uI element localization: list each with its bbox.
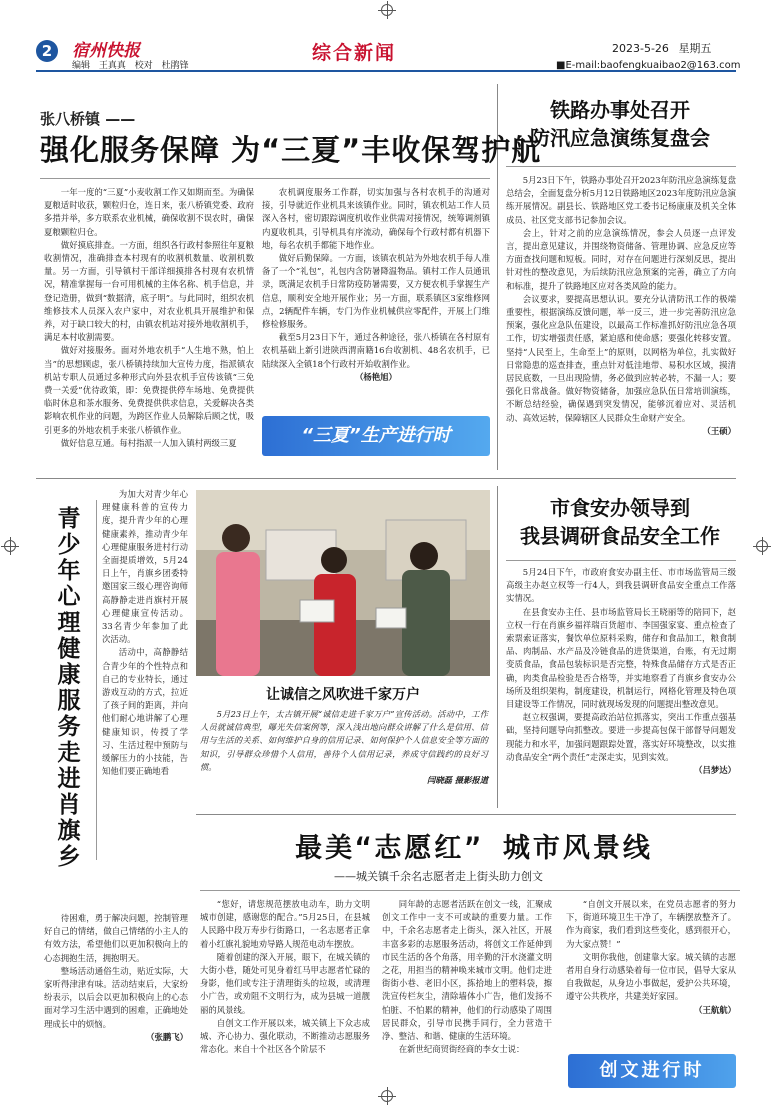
masthead-logo: 宿州快报 <box>72 41 140 61</box>
registration-mark-right <box>756 540 768 552</box>
article-d-body <box>506 566 736 810</box>
article-e-paragraph: 随着创建的深入开展，眼下，在城关镇的大街小巷，随处可见身着红马甲志愿者忙碌的身影，他们或专注于清理街头的垃圾，或清理小广告，或劝阻不文明行为，成为县城一道靓丽的风景线。 <box>200 951 370 1015</box>
title-char: 进 <box>57 765 81 792</box>
title-char: 心 <box>57 583 81 610</box>
registration-mark-top <box>381 4 393 16</box>
news-photo <box>196 490 490 676</box>
article-c-vertical-title <box>56 506 82 870</box>
article-b-paragraph: 5月23日下午，铁路办事处召开2023年防汛应急演练复盘总结会，全面复盘分析5月12日铁路地区2023年度防汛应急演练开展情况。副县长、铁路地区党工委书记杨康康及机关全体成员、社区党支部书记参加会议。 <box>506 175 736 225</box>
header-rule <box>36 70 736 72</box>
article-d-title <box>502 494 738 550</box>
photo-credit: 闫晓磊 摄影报道 <box>427 775 488 786</box>
section-title: 综合新闻 <box>312 42 397 64</box>
article-c-paragraph: 活动中，高静静结合青少年的个性特点和自己的专业特长，通过游戏互动的方式，拉近了孩子间的距离，并向他们耐心地讲解了心理健康知识，传授了学习、生活过程中预防与缓解压力的小技能，告知他们要正确地看 <box>102 647 188 777</box>
article-e-paragraph: 同年龄的志愿者活跃在创文一线，汇聚成创文工作中一支不可或缺的重要力量。工作中，千余名志愿者走上街头，深入社区，开展丰富多彩的志愿服务活动，将创文工作延伸到市民生活的各个角落，用辛勤的汗水浇灌文明之花，用担当的精神唤来城市文明。他们走进街街小巷、老旧小区，拣拾地上的塑料袋，擦洗宣传栏灰尘，清除墙体小广告，他们发扬不怕脏、不怕累的精神，他们的行动感染了周围居民群众，引导市民携手同行，全力营造干净、整洁、和谐、健康的生活环境。 <box>382 899 552 1042</box>
article-d-rule <box>506 560 736 561</box>
title-char: 康 <box>57 661 81 688</box>
article-e-column-3 <box>566 898 736 1046</box>
article-b-title <box>502 96 738 152</box>
photo-illustration <box>196 490 490 676</box>
article-a-column-1 <box>44 186 254 468</box>
article-d-byline: （吕梦达） <box>694 765 736 776</box>
article-c-paragraph: 为加大对青少年心理健康科普的宣传力度，提升青少年的心理健康素养，推动青少年心理健康服务进村行动全面提质增效，5月24日上午，肖旗乡团委特邀国家三级心理咨询师高静静走进肖旗村开展心理健康宣传活动。33名青少年参加了此次活动。 <box>102 489 188 645</box>
proof-name: 杜鹃锋 <box>161 61 189 71</box>
divider-mid-horizontal <box>196 814 736 815</box>
article-e-subtitle: ——城关镇千余名志愿者走上街头助力创文 <box>334 870 543 883</box>
article-e-paragraph: 自创文工作开展以来，城关镇上下众志成城、齐心协力、强化联动，不断推动志愿服务常态化。来自十个社区各个阶层不 <box>200 1017 370 1055</box>
title-char: 走 <box>57 739 81 766</box>
article-e-column-2 <box>382 898 552 1098</box>
article-a-paragraph: 一年一度的“三夏”小麦收割工作又如期而至。为确保夏粮适时收获，颗粒归仓，连日来，张八桥镇党委、政府多措并举，多方联系农业机械，确保收割不误农时，确保夏粮颗粒归仓。 <box>44 187 254 237</box>
article-d-paragraph: 在县食安办主任、县市场监管局长王晓丽等的陪同下，赵立权一行在肖旗乡福祥瑞百货超市、李国强家宴、重点检查了索票索证落实，餐饮单位原料采购，储存和食品加工，粮食制品、肉制品、水产品及冷链食品的进货渠道，台账，有无过期变质食品，食品包装标识是否完整，特殊食品储存方式是否正确，肉类食品检验是否合格等，并实地察看了肖旗乡食安办公场所及组织架构，制度建设，机制运行，网格化管理及特色项目建设等工作情况，同时就现场发现的问题提出整改意见。 <box>506 606 736 710</box>
title-char: 少 <box>57 531 81 558</box>
proof-label: 校对 <box>134 61 153 71</box>
divider-top-horizontal <box>36 478 736 479</box>
chuangwen-badge: 创文进行时 <box>568 1054 736 1088</box>
article-a-paragraph: 做好对接服务。面对外地农机手“人生地不熟，怕上当”的思想顾虑，张八桥镇持续加大宣传力度，指派镇农机站专职人员通过多种形式向外县农机手宣传该镇“三免费一关爱”优待政策，即：免费提供停车场地、免费提供临时休息和茶水服务、免费提供供求信息，关爱解决各类影响农机作业的问题，为跨区作业人员解除后顾之忧，吸引更多的外地农机手来张八桥镇作业。 <box>44 345 254 435</box>
article-b-paragraph: 会上，针对之前的应急演练情况，参会人员逐一点评发言，提出意见建议，并围绕物资储备、管理协调、应急反应等方面查找问题和短板。同时，对存在问题进行深刻反思，提出针对性的整改意见，为后续防汛应急预案的完善，确立了方向和标准，提升了铁路地区应对各类风险的能力。 <box>506 227 736 291</box>
registration-mark-left <box>4 540 16 552</box>
title-char: 年 <box>57 557 81 584</box>
article-a-paragraph: 农机调度服务工作群，切实加强与各村农机手的沟通对接，引导就近作业机具来该镇作业。同时，镇农机站工作人员深入各村，密切跟踪调度机收作业供需对接情况，统筹调剂镇内夏收机具，引导机具有序流动，确保每个行政村都有机器下地，每名农机手都能下地作业。 <box>262 187 490 250</box>
weekday-value: 星期五 <box>678 42 712 55</box>
article-c-narrow-column <box>102 488 188 908</box>
title-char: 理 <box>57 609 81 636</box>
article-c-wide-column <box>44 912 188 1098</box>
article-e-title: 最美“志愿红” 城市风景线 <box>295 833 653 864</box>
article-d-paragraph: 赵立权强调，要提高政治站位抓落实，突出工作重点强基础，坚持问题导向抓整改。要进一步提高包保干部督导问题发现能力和水平，加强问题跟踪处置，落实好环境整改，以实推动食品安全“两个责任”走深走实，见到实效。 <box>506 712 736 762</box>
article-b-title-line-1: 铁路办事处召开 <box>550 98 690 122</box>
photo-article-title: 让诚信之风吹进千家万户 <box>266 687 420 703</box>
title-char: 旗 <box>57 817 81 844</box>
article-a-title: 强化服务保障 为“三夏”丰收保驾护航 <box>40 133 542 167</box>
page-number: 2 <box>36 40 58 62</box>
article-a-paragraph: 做好信息互通。每村指派一人加入镇村两级三夏 <box>60 437 237 448</box>
article-e-paragraph: 在新世纪商贸街经商的李女士说： <box>398 1044 525 1055</box>
article-b-body <box>506 174 736 470</box>
article-b-rule <box>506 166 736 167</box>
article-d-title-line-2: 我县调研食品安全工作 <box>520 524 720 548</box>
title-char: 肖 <box>57 791 81 818</box>
article-e-paragraph: 文明你我他，创建靠大家。城关镇的志愿者用自身行动感染着每一位市民，倡导大家从自我做起，从身边小事做起，爱护公共环境，遵守公共秩序，共建美好家园。 <box>566 951 736 1002</box>
divider-mid-vertical <box>497 486 498 808</box>
article-a-paragraph: 做好后勤保障。一方面，该镇农机站为外地农机手每人准备了一个“礼包”，礼包内含防暑降温物品。镇村工作人员通讯录，既满足农机手日常防疫防暑需要，又方便农机手掌握生产信息，顺利安全地开展作业；另一方面，联系镇区3家维修网点，2辆配件车辆，专门为作业机械供应零配件，开展上门维修检修服务。 <box>262 253 490 330</box>
photo-caption <box>200 708 488 787</box>
article-a-paragraph: 做好摸底排查。一方面，组织各行政村参照往年夏粮收割情况，准确排查本村现有的收割机数量、收割机数量。另一方面，引导镇村干部详细摸排各村现有农机情况，精准掌握每一台可用机械的主体名称、机手信息，并登记造册，做到“数据清，底子明”。与此同时，组织农机维修技术人员深入农户家中，对农业机具开展维护和保养，对于缺口较大的村，由镇农机站对接外地收割机手，满足本村收割需要。 <box>44 239 254 343</box>
photo-caption-text: 5月23日上午，太古镇开展“诚信走进千家万户”宣传活动。活动中，工作人员就诚信典型，曝光失信案例等，深入浅出地向群众讲解了什么是信用、信用与生活的关系、如何维护自身的信用记录、如何保护个人信息安全等方面的知识，引导群众珍惜个人信用，善待个人信用记录，养成守信践约的良好习惯。 <box>200 709 488 772</box>
article-e-byline: （王航航） <box>694 1004 736 1015</box>
editor-name: 王真真 <box>98 61 126 71</box>
date-value: 2023-5-26 <box>612 42 669 55</box>
article-c-paragraph: 整场活动通俗生动，贴近实际，大家听得津津有味。活动结束后，大家纷纷表示，以后会以更加积极向上的心态面对学习生活中遇到的困难，正确地处理成长中的烦恼。 <box>44 965 188 1029</box>
contact-email: ■E-mail:baofengkuaibao2@163.com <box>556 60 741 71</box>
article-e-rule <box>200 890 740 891</box>
issue-date <box>612 40 717 56</box>
article-d-title-line-1: 市食安办领导到 <box>550 496 690 520</box>
title-char: 健 <box>57 635 81 662</box>
article-d-paragraph: 5月24日下午，市政府食安办副主任、市市场监管局三级高级主办赵立权等一行4人，到我县调研食品安全重点工作落实情况。 <box>506 567 736 604</box>
article-e-column-1 <box>200 898 370 1098</box>
article-a-column-2 <box>262 186 490 412</box>
article-b-title-line-2: 防汛应急演练复盘会 <box>530 126 710 150</box>
title-char: 服 <box>57 687 81 714</box>
article-b-byline: （王硕） <box>702 425 736 436</box>
article-a-kicker: 张八桥镇 —— <box>40 110 136 128</box>
article-a-byline: （杨艳旭） <box>355 371 397 382</box>
article-c-vertical-rule <box>96 500 97 860</box>
article-b-paragraph: 会议要求，要提高思想认识。要充分认清防汛工作的极端重要性，根据演练反馈问题，举一反三，进一步完善防汛应急预案，强化应急队伍建设，以最高工作标准抓好防汛应急各项工作，切实增强责任感，紧迫感和使命感；要强化转移安置。坚持“人民至上，生命至上”的原则，以网格为单位，扎实做好日常隐患的巡查排查，重点针对低洼地带、易积水区域，摸清居民底数，一旦出现险情，务必做到应转必转，不漏一人；要强化日常战备。做好物资储备，加强应急队伍日常培训演练，不断总结经验，确保遇到突发情况，能够沉着应对、灵活机动、高效运转，保障辖区人民群众生命财产安全。 <box>506 293 736 423</box>
article-a-rule <box>40 178 490 179</box>
article-a-paragraph: 截至5月23日下午，通过各种途径，张八桥镇在各村原有农机基础上新引进陕西渭南籍16台收割机、48名农机手，已陆续深入全镇18个行政村开始收割作业。 <box>262 332 490 369</box>
article-c-paragraph: 待困难，勇于解决问题，控制管理好自己的情绪，做自己情绪的小主人的有效方法，希望他们以更加积极向上的心态拥抱生活，拥抱明天。 <box>44 913 188 963</box>
editor-label: 编辑 <box>72 61 91 71</box>
article-e-paragraph: “您好，请您规范摆放电动车，助力文明城市创建，感谢您的配合。”5月25日，在县城人民路中段万寿步行街路口，一名志愿者正拿着小红旗礼貌地劝导路人规范电动车摆放。 <box>200 899 370 949</box>
title-char: 务 <box>57 713 81 740</box>
title-char: 青 <box>57 505 81 532</box>
title-char: 乡 <box>57 843 81 870</box>
article-e-paragraph: “自创文开展以来，在党员志愿者的努力下，街道环境卫生干净了，车辆摆放整齐了。作为商家，我们看到这些变化，感到很开心，为大家点赞！” <box>566 899 736 949</box>
sanxia-banner: “三夏”生产进行时 <box>262 416 490 456</box>
article-c-byline: （张鹏飞） <box>146 1031 188 1042</box>
